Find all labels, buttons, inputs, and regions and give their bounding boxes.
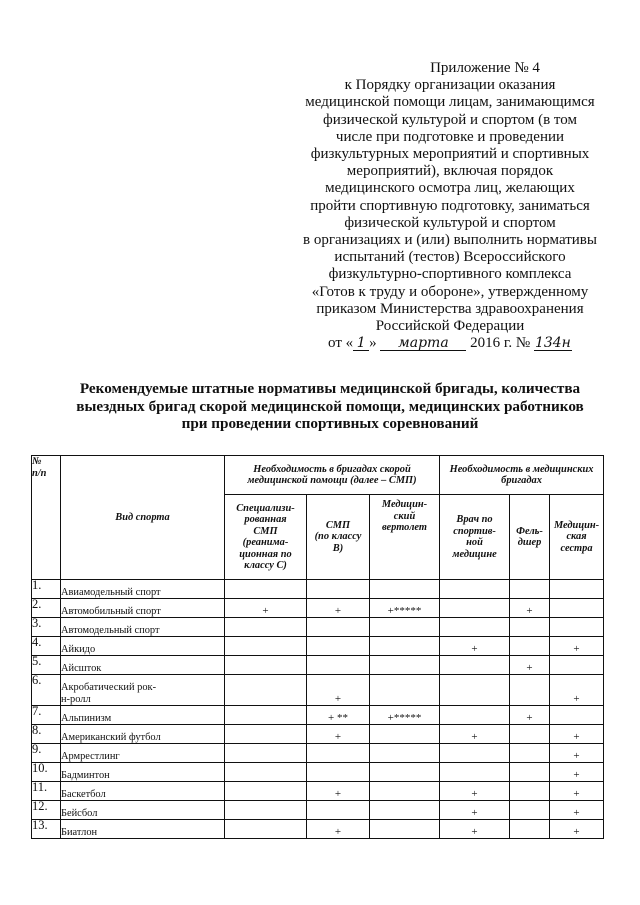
mark-cell (370, 675, 440, 706)
mark-cell (510, 675, 550, 706)
mark-cell: +***** (370, 706, 440, 725)
mark-cell (440, 675, 510, 706)
header-paramedic: Фель- дшер (510, 495, 550, 580)
row-number: 4. (32, 637, 61, 656)
mark-cell (510, 801, 550, 820)
sport-name: Американский футбол (61, 725, 225, 744)
mark-cell (370, 820, 440, 839)
table-row (32, 744, 604, 763)
mark-cell (225, 763, 307, 782)
table-row (32, 763, 604, 782)
date-mid: » (369, 335, 377, 352)
row-number: 10. (32, 763, 61, 782)
mark-cell: + (550, 637, 604, 656)
mark-cell (370, 801, 440, 820)
sport-name: Альпинизм (61, 706, 225, 725)
mark-cell: +***** (370, 599, 440, 618)
sport-name: Айкидо (61, 637, 225, 656)
mark-cell: + (440, 801, 510, 820)
table-row (32, 599, 604, 618)
row-number: 12. (32, 801, 61, 820)
mark-cell: + (550, 820, 604, 839)
table-row (32, 580, 604, 599)
mark-cell (307, 801, 370, 820)
appendix-line: приказом Министерства здравоохранения (316, 300, 584, 317)
mark-cell (510, 820, 550, 839)
appendix-line: мероприятий), включая порядок (346, 163, 554, 180)
appendix-line: в организациях и (или) выполнить нормативы (303, 232, 597, 249)
mark-cell (440, 706, 510, 725)
sport-name: Бадминтон (61, 763, 225, 782)
mark-cell (307, 656, 370, 675)
row-number: 11. (32, 782, 61, 801)
mark-cell (225, 675, 307, 706)
mark-cell (225, 801, 307, 820)
date-year: 2016 г. № (470, 335, 531, 352)
sport-name: Авиамодельный спорт (61, 580, 225, 599)
mark-cell (370, 618, 440, 637)
mark-cell: + (307, 820, 370, 839)
header-sports-doctor: Врач по спортив- ной медицине (440, 495, 510, 580)
mark-cell (440, 656, 510, 675)
mark-cell (440, 763, 510, 782)
appendix-line: пройти спортивную подготовку, заниматься (310, 197, 590, 214)
mark-cell (440, 580, 510, 599)
header-ambulance-group: Необходимость в бригадах скорой медицинской помощи (далее – СМП) (225, 456, 440, 495)
row-number: 7. (32, 706, 61, 725)
mark-cell: + ** (307, 706, 370, 725)
header-number: № п/п (32, 456, 61, 580)
mark-cell: + (550, 675, 604, 706)
row-number: 5. (32, 656, 61, 675)
mark-cell (510, 725, 550, 744)
header-medical-group: Необходимость в медицинских бригадах (440, 456, 604, 495)
header-sport: Вид спорта (61, 456, 225, 580)
mark-cell: + (550, 782, 604, 801)
row-number: 3. (32, 618, 61, 637)
staffing-norms-table (31, 455, 604, 839)
mark-cell (550, 580, 604, 599)
row-number: 1. (32, 580, 61, 599)
mark-cell: + (550, 801, 604, 820)
mark-cell (370, 637, 440, 656)
mark-cell (307, 637, 370, 656)
appendix-line: физической культурой и спортом (в том (322, 111, 577, 128)
appendix-line: медицинской помощи лицам, занимающимся (305, 94, 595, 111)
mark-cell (550, 706, 604, 725)
row-number: 2. (32, 599, 61, 618)
mark-cell (550, 599, 604, 618)
table-row (32, 656, 604, 675)
date-month: марта (380, 336, 466, 351)
mark-cell: + (510, 706, 550, 725)
appendix-line: физической культурой и спортом (344, 214, 556, 231)
mark-cell (550, 656, 604, 675)
order-number: 134н (534, 335, 571, 352)
mark-cell (370, 580, 440, 599)
mark-cell (370, 656, 440, 675)
table-row (32, 782, 604, 801)
mark-cell: + (510, 599, 550, 618)
sport-name: Акробатический рок- н-ролл (61, 675, 225, 706)
mark-cell (225, 744, 307, 763)
mark-cell (225, 656, 307, 675)
sport-name: Армрестлинг (61, 744, 225, 763)
date-day: 1 (353, 336, 369, 351)
appendix-title: Приложение № 4 (430, 60, 540, 76)
document-heading (60, 380, 600, 433)
appendix-line: физкультурно-спортивного комплекса (328, 266, 572, 283)
appendix-header (292, 60, 608, 352)
mark-cell: + (510, 656, 550, 675)
row-number: 6. (32, 675, 61, 706)
mark-cell: + (307, 675, 370, 706)
mark-cell (370, 782, 440, 801)
appendix-line: Российской Федерации (375, 318, 525, 335)
mark-cell (307, 744, 370, 763)
mark-cell (225, 782, 307, 801)
mark-cell (225, 637, 307, 656)
mark-cell (307, 618, 370, 637)
mark-cell: + (440, 782, 510, 801)
date-prefix: от « (328, 335, 354, 352)
table-row (32, 675, 604, 706)
header-ambulance-class-b: СМП (по классу В) (307, 495, 370, 580)
mark-cell: + (307, 782, 370, 801)
order-date-line (292, 335, 608, 352)
sport-name: Бейсбол (61, 801, 225, 820)
mark-cell: + (225, 599, 307, 618)
header-nurse: Медицин- ская сестра (550, 495, 604, 580)
appendix-line: к Порядку организации оказания (344, 77, 556, 94)
mark-cell (440, 599, 510, 618)
row-number: 9. (32, 744, 61, 763)
mark-cell: + (307, 599, 370, 618)
heading-line: при проведении спортивных соревнований (181, 415, 479, 432)
table-row (32, 801, 604, 820)
sport-name: Айсшток (61, 656, 225, 675)
mark-cell: + (440, 725, 510, 744)
appendix-line: испытаний (тестов) Всероссийского (334, 249, 566, 266)
mark-cell: + (550, 725, 604, 744)
mark-cell (225, 820, 307, 839)
mark-cell (510, 744, 550, 763)
mark-cell (225, 580, 307, 599)
mark-cell (550, 618, 604, 637)
appendix-line: числе при подготовке и проведении (335, 128, 565, 145)
mark-cell: + (440, 820, 510, 839)
mark-cell (225, 706, 307, 725)
header-helicopter: Медицин- ский вертолет (370, 495, 440, 580)
mark-cell (225, 618, 307, 637)
sport-name: Баскетбол (61, 782, 225, 801)
mark-cell (510, 763, 550, 782)
heading-line: Рекомендуемые штатные нормативы медицинской бригады, количества (79, 380, 581, 397)
mark-cell (440, 618, 510, 637)
mark-cell (370, 763, 440, 782)
sport-name: Автомобильный спорт (61, 599, 225, 618)
appendix-line: физкультурных мероприятий и спортивных (310, 146, 590, 163)
appendix-line: «Готов к труду и обороне», утвержденному (311, 283, 589, 300)
mark-cell (370, 744, 440, 763)
row-number: 13. (32, 820, 61, 839)
sport-name: Биатлон (61, 820, 225, 839)
table-row (32, 618, 604, 637)
mark-cell (370, 725, 440, 744)
heading-line: выездных бригад скорой медицинской помощи, медицинских работников (76, 397, 584, 415)
mark-cell (225, 725, 307, 744)
mark-cell (510, 618, 550, 637)
mark-cell (510, 637, 550, 656)
table-row (32, 820, 604, 839)
header-specialized-ambulance: Специализи- рованная СМП (реанима- ционная по классу С) (225, 495, 307, 580)
mark-cell (307, 763, 370, 782)
row-number: 8. (32, 725, 61, 744)
table-row (32, 706, 604, 725)
table-row (32, 725, 604, 744)
mark-cell: + (550, 763, 604, 782)
mark-cell: + (550, 744, 604, 763)
mark-cell (307, 580, 370, 599)
table-row (32, 637, 604, 656)
mark-cell (510, 782, 550, 801)
mark-cell: + (440, 637, 510, 656)
appendix-line: медицинского осмотра лиц, желающих (325, 180, 575, 197)
mark-cell: + (307, 725, 370, 744)
mark-cell (510, 580, 550, 599)
mark-cell (440, 744, 510, 763)
sport-name: Автомодельный спорт (61, 618, 225, 637)
